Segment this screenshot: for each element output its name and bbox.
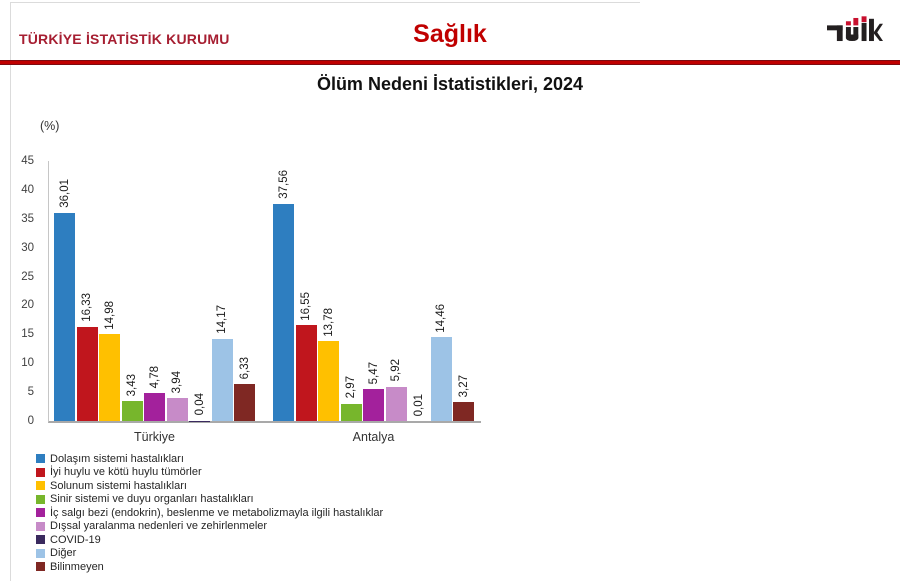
bar-value-label: 16,33 [81,292,93,322]
legend-item [36,466,383,480]
legend-swatch [36,468,45,477]
y-tick-label: 20 [21,299,34,312]
legend-item [36,547,383,561]
bar-value-label: 3,94 [171,370,183,394]
bar-türkiye-6 [167,398,188,421]
legend-label: İyi huylu ve kötü huylu tümörler [50,466,202,479]
legend-item [36,506,383,520]
bar-value-label: 14,17 [216,305,228,335]
y-tick-label: 35 [21,212,34,225]
bar-value-label: 4,78 [148,366,161,389]
org-title: TÜRKİYE İSTATİSTİK KURUMU [19,31,230,47]
y-tick-label: 0 [27,415,34,427]
bar-antalya-6 [386,387,407,421]
legend-item [36,493,383,507]
legend-label: Dolaşım sistemi hastalıkları [50,452,184,465]
bar-antalya-1 [273,204,294,421]
category-label: Türkiye [134,430,175,444]
y-axis-ticks [0,155,44,427]
bar-value-label: 14,46 [435,303,447,333]
legend-label: Bilinmeyen [50,560,104,573]
y-tick-label: 40 [21,183,34,196]
bar-antalya-9 [453,402,474,421]
chart-title: Ölüm Nedeni İstatistikleri, 2024 [316,74,584,94]
legend-label: Diğer [50,547,77,560]
y-tick-label: 15 [21,328,34,341]
bar-value-label: 37,56 [277,170,290,199]
category-label: Antalya [352,430,395,444]
bar-value-label: 16,55 [300,291,312,321]
bar-value-label: 2,97 [345,376,357,399]
bar-value-label: 14,98 [103,300,116,330]
bar-value-label: 13,78 [322,307,335,337]
legend-item [36,520,383,534]
bar-türkiye-8 [212,339,233,421]
bar-value-label: 36,01 [58,179,71,208]
legend-item [36,452,383,466]
slide-top-border [10,2,640,3]
tuik-logo-icon [827,13,883,46]
legend-label: İç salgı bezi (endokrin), beslenme ve metabolizmayla ilgili hastalıklar [50,506,384,519]
legend-swatch [36,481,45,490]
bar-antalya-5 [363,389,384,421]
legend-swatch [36,535,45,544]
bar-türkiye-4 [122,401,143,421]
legend-swatch [36,495,45,504]
legend-item [36,560,383,574]
y-tick-label: 10 [21,357,34,370]
bar-value-label: 3,43 [126,373,138,397]
bar-türkiye-5 [144,393,165,421]
y-axis-unit-label: (%) [40,119,60,133]
y-tick-label: 5 [27,386,34,399]
bar-value-label: 5,92 [390,359,402,382]
legend [36,452,383,574]
bar-antalya-2 [296,325,317,421]
legend-swatch [36,562,45,571]
legend-label: Solunum sistemi hastalıkları [50,479,187,492]
bar-antalya-8 [431,337,452,421]
legend-swatch [36,549,45,558]
bar-value-label: 6,33 [238,357,251,380]
y-tick-label: 25 [21,270,34,283]
bar-türkiye-1 [54,213,75,421]
legend-swatch [36,522,45,531]
y-tick-label: 30 [21,241,34,254]
legend-label: Sinir sistemi ve duyu organları hastalıkları [50,493,254,506]
legend-item [36,533,383,547]
legend-label: COVID-19 [50,533,101,546]
bar-türkiye-3 [99,334,120,421]
plot-area [48,161,481,444]
bar-türkiye-9 [234,384,255,421]
bar-value-label: 3,27 [457,374,470,398]
legend-swatch [36,454,45,463]
section-title: Sağlık [413,20,487,48]
legend-item [36,479,383,493]
legend-label: Dışsal yaralanma nedenleri ve zehirlenmeler [50,520,268,533]
legend-swatch [36,508,45,517]
bar-antalya-4 [341,404,362,421]
y-tick-label: 45 [21,155,34,167]
bar-value-label: 5,47 [367,362,380,385]
bar-value-label: 0,01 [412,393,425,416]
header-divider [0,60,900,65]
bar-antalya-3 [318,341,339,421]
bar-value-label: 0,04 [193,393,206,416]
bar-türkiye-2 [77,327,98,421]
